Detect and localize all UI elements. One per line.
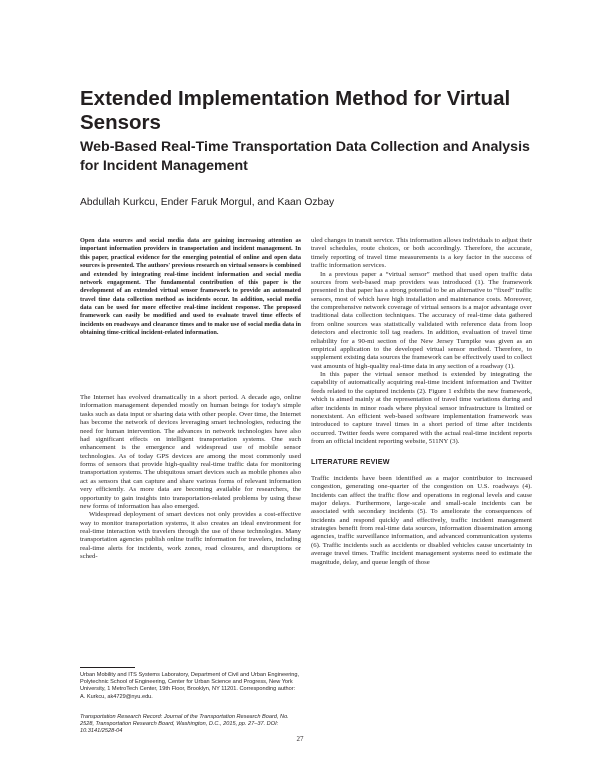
body-paragraph: In this paper the virtual sensor method is extended by integrating the capability of automatically acquiring real-time incident information and Twitter feeds related to the captured incidents (2). Figure 1 exhibits the new framework, which is aimed mainly at the representation of travel time variations during and after incidents in minor roads where physical sensor infrastructure is limited or nonexistent. An efficient web-based software implementation framework was introduced to capture travel times in a short period of time after incidents occurred. Twitter feeds were compared with the actual real-time incident reports from an official incident reporting website, 511NY (3).: [311, 371, 532, 445]
page-number: 27: [296, 735, 304, 743]
body-paragraph: uled changes in transit service. This information allows individuals to adjust their travel schedules, route choices, or both accordingly. Therefore, the accurate, timely reporting of travel time measurements is a key factor in the success of traffic information services.: [311, 237, 532, 270]
body-paragraph: In a previous paper a “virtual sensor” method that used open traffic data sources from web-based map providers was introduced (1). The framework presented in that paper has a strong potential to be an alternative to “fixed” traffic sensors, most of which have high installation and maintenance costs. Moreover, the comprehensive network coverage of virtual sensors is a major advantage over traditional data collection techniques. The accuracy of real-time data gathered from online sources was statistically validated with reference data from loop detectors and electronic toll tag readers. In addition, evaluation of travel time reliability for a 90-mi section of the New Jersey Turnpike was given as an empirical application to the developed virtual sensor method. Therefore, to supplement existing data sources the framework can be effectively used to collect vast amounts of high-quality real-time data in any section of a roadway (1).: [311, 270, 532, 370]
abstract: [80, 237, 301, 338]
footnote-citation: [80, 714, 301, 736]
footnote-affiliation: [80, 672, 301, 701]
author-list: Abdullah Kurkcu, Ender Faruk Morgul, and Kaan Ozbay: [80, 197, 335, 208]
right-column-body: [311, 237, 532, 567]
footnote-divider: [80, 667, 135, 668]
footnote-citation-text: Transportation Research Record: Journal of the Transportation Research Board, No. 2528, Transportation Research Board, Washington, D.C., 2015, pp. 27–37. DOI: 10.3141/2528-04: [80, 714, 289, 735]
left-column-body: [80, 394, 301, 562]
paper-title: Extended Implementation Method for Virtual Sensors: [80, 87, 511, 134]
body-paragraph: Traffic incidents have been identified as a major contributor to increased congestion, generating one-quarter of the congestion on U.S. roadways (4). Incidents can affect the traffic flow and operations in regional levels and cause major delays. Furthermore, large-scale and small-scale incidents can be associated with secondary incidents (5). To ameliorate the consequences of incidents and respond quickly and effectively, traffic incident management strategies benefit from real-time data sources, information dissemination among agencies, traffic surveillance information, and advanced communication systems (6). Traffic incidents such as accidents or disabled vehicles cause uncertainty in average travel times. Traffic incident management systems need to estimate the magnitude, delay, and queue length of those: [311, 474, 532, 566]
section-heading: LITERATURE REVIEW: [311, 457, 390, 467]
abstract-text: Open data sources and social media data are gaining increasing attention as important information providers in transportation and incident management. In this paper, practical evidence for the emerging potential of online and open data sources is presented. The authors' previous research on virtual sensors is combined and extended by integrating real-time incident information and social media network engagement. The fundamental contribution of this paper is the development of an extended virtual sensor framework to provide an automated travel time data collection method as incidents occur. In addition, social media data can be used for more effective real-time incident response. The proposed framework can easily be modified and used to evaluate travel time effects of incidents on roadways and clearance times and to make use of social media data in obtaining time-critical incident-related information.: [80, 237, 301, 337]
footnote-affiliation-text: Urban Mobility and ITS Systems Laboratory, Department of Civil and Urban Engineering, Polytechnic School of Engineering, Center for Urban Science and Progress, New York University, 1 MetroTech Center, 19th Floor, Brooklyn, NY 11201. Corresponding author: A. Kurkcu, ak4729@nyu.edu.: [80, 672, 300, 700]
body-paragraph: Widespread deployment of smart devices not only provides a cost-effective way to monitor transportation systems, it also creates an ideal environment for real-time interaction with travelers through the use of these technologies. Many transportation agencies publish online traffic information for travelers, including real-time alerts for incidents, work zones, road closures, and disruptions or sched-: [80, 511, 301, 561]
body-paragraph: The Internet has evolved dramatically in a short period. A decade ago, online information management depended mostly on human beings for today's simple tasks such as data input or sharing data with other people. Over time, the Internet has become the network of devices leveraging smart technologies, reducing the need for human intervention. The advances in network technologies have also had significant effects on intelligent transportation systems. One such enhancement is the emergence and widespread use of mobile sensor technologies. As of today GPS devices are among the most commonly used forms of sensors that provide high-quality real-time traffic data for monitoring transportation systems. The ubiquitous smart devices such as mobile phones also act as sensors that can capture and share various forms of relevant information very efficiently. As more data are becoming available for researchers, the opportunity to gain insights into transportation-related problems by using these new forms of information has also emerged.: [80, 394, 301, 510]
paper-subtitle: Web-Based Real-Time Transportation Data Collection and Analysis for Incident Management: [80, 139, 530, 174]
